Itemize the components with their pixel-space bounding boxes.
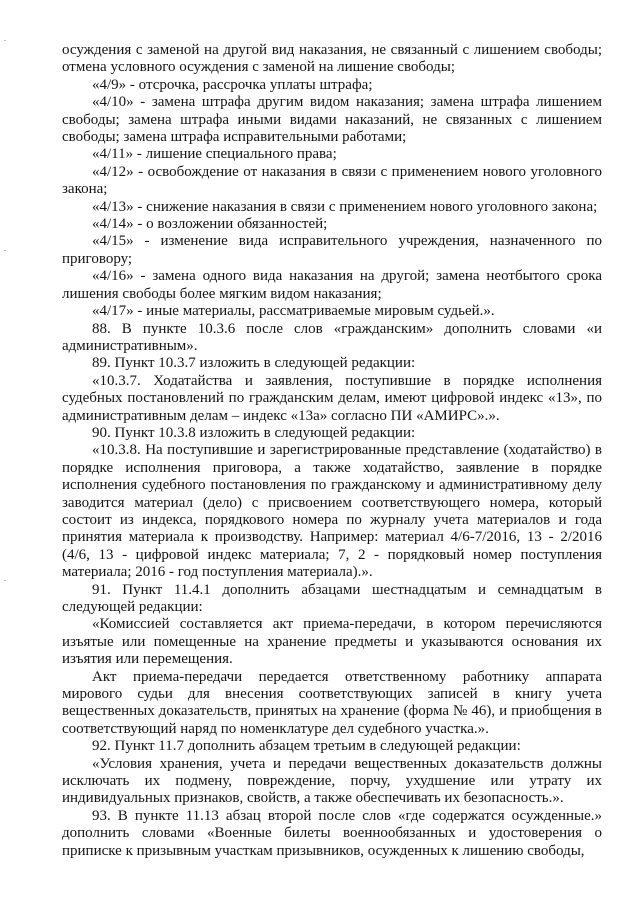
- paragraph: 92. Пункт 11.7 дополнить абзацем третьим в следующей редакции:: [92, 738, 521, 755]
- paragraph: «4/14» - о возложении обязанностей;: [92, 216, 328, 233]
- paragraph: «4/10» - замена штрафа другим видом наказания; замена штрафа лишением свободы; замена штрафа иными видами наказаний, не связанных с лишением свободы; замена штрафа исправительными работами;: [62, 94, 602, 146]
- paragraph: «4/12» - освобождение от наказания в связи с применением нового уголовного закона;: [62, 163, 602, 198]
- paragraph: «Условия хранения, учета и передачи вещественных доказательств должны исключать их подмену, повреждение, порчу, ухудшение или утрату их индивидуальных признаков, свойств, а также обеспечивать их безопасность.».: [62, 755, 602, 807]
- paragraph: «4/17» - иные материалы, рассматриваемые мировым судьей.».: [92, 303, 495, 320]
- paragraph: 93. В пункте 11.13 абзац второй после слов «где содержатся осужденные.» дополнить словами «Военные билеты военнообязанных и удостоверения о приписке к призывным участкам призывников, осужденных к лишению свободы,: [62, 807, 602, 859]
- paragraph: «4/16» - замена одного вида наказания на другой; замена неотбытого срока лишения свободы более мягким видом наказания;: [62, 268, 602, 302]
- paragraph: «4/9» - отсрочка, рассрочка уплаты штрафа;: [92, 76, 373, 93]
- paragraph: «10.3.7. Ходатайства и заявления, поступившие в порядке исполнения судебных постановлений по гражданским делам, имеют цифровой индекс «13», по административным делам – индекс «13а» согласно ПИ «АМИРС».».: [62, 372, 602, 424]
- paragraph: «4/11» - лишение специального права;: [92, 146, 337, 163]
- paragraph: «10.3.8. На поступившие и зарегистрированные представление (ходатайство) в порядке исполнения приговора, а также ходатайство, заявление в порядке исполнения судебного постановления по гражданскому и административному делу заводится материал (дело) с присвоением соответствующего номера, который состоит из индекса, порядкового номера по журналу учета материалов и года принятия материала к производству. Например: материал 4/6-7/2016, 13 - 2/2016 (4/6, 13 - цифровой индекс материала; 7, 2 - порядковый номер поступления материала; 2016 - год поступления материала).».: [62, 442, 602, 581]
- paragraph: «4/15» - изменение вида исправительного учреждения, назначенного по приговору;: [62, 233, 602, 267]
- paragraph: 91. Пункт 11.4.1 дополнить абзацами шестнадцатым и семнадцатым в следующей редакции:: [62, 581, 602, 615]
- scan-edge-mark: [4, 580, 6, 581]
- scan-edge-mark: [4, 40, 6, 41]
- paragraph: «Комиссией составляется акт приема-передачи, в котором перечисляются изъятые или помещенные на хранение предметы и указываются основания их изъятия или перемещения.: [62, 616, 602, 668]
- document-body: [62, 42, 602, 860]
- paragraph: 88. В пункте 10.3.6 после слов «гражданским» дополнить словами «и административным».: [62, 320, 602, 354]
- scan-edge-mark: [4, 250, 6, 251]
- paragraph: Акт приема-передачи передается ответственному работнику аппарата мирового судьи для внесения соответствующих записей в книгу учета вещественных доказательств, принятых на хранение (форма № 46), и приобщения в соответствующий наряд по номенклатуре дел судебного участка.».: [62, 668, 602, 737]
- paragraph: 90. Пункт 10.3.8 изложить в следующей редакции:: [92, 424, 416, 441]
- paragraph: «4/13» - снижение наказания в связи с применением нового уголовного закона;: [92, 198, 598, 215]
- paragraph: осуждения с заменой на другой вид наказания, не связанный с лишением свободы; отмена условного осуждения с заменой на лишение свободы;: [62, 42, 602, 76]
- paragraph: 89. Пункт 10.3.7 изложить в следующей редакции:: [92, 355, 416, 372]
